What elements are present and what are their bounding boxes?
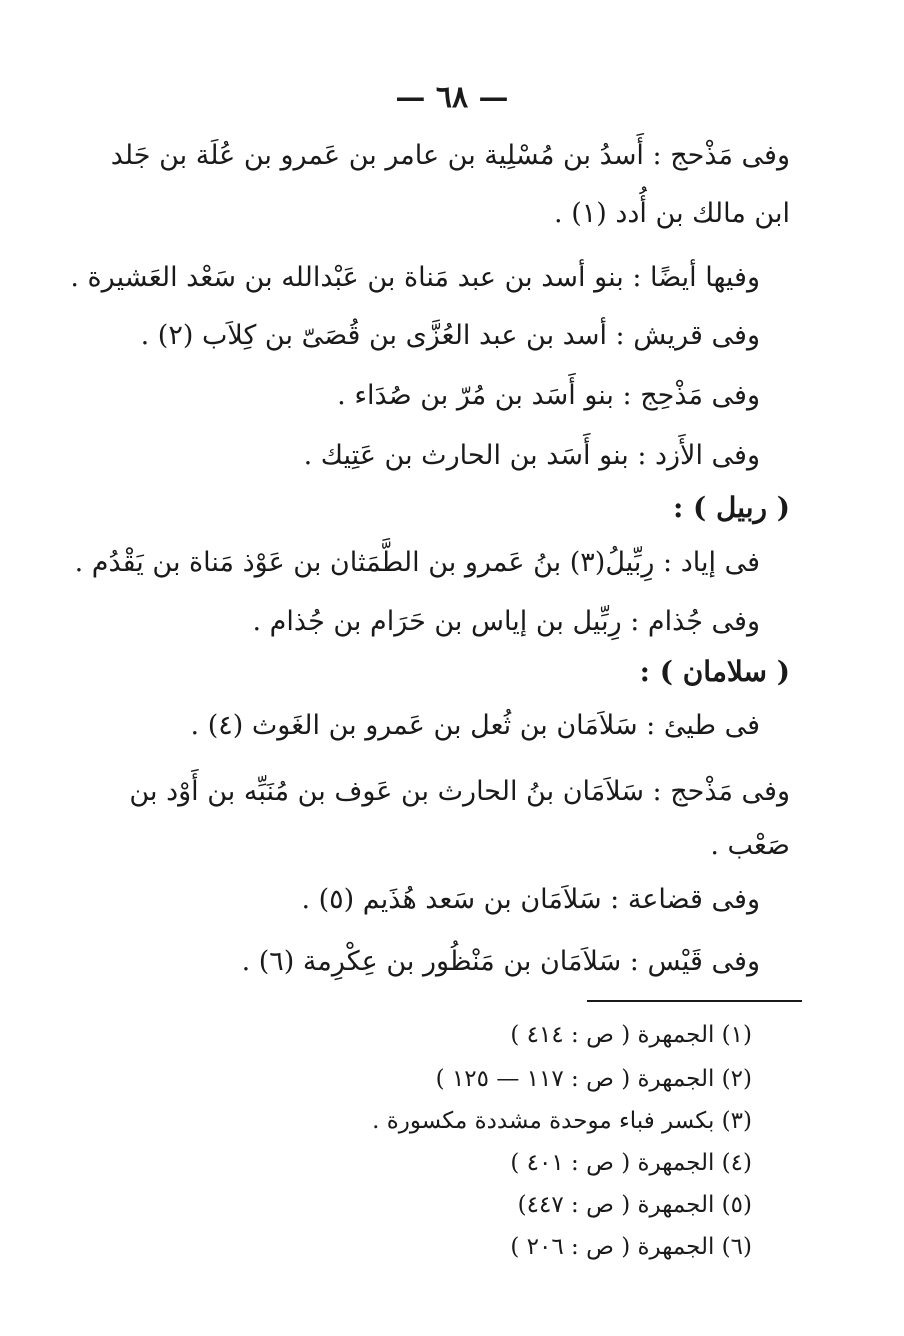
text-line: وفى مَذْحج : سَلاَمَان بنُ الحارث بن عَوف بن مُنَبِّه بن أَوْد بن <box>129 776 790 807</box>
text-line: فى طيئ : سَلاَمَان بن ثُعل بن عَمرو بن الغَوث (٤) . <box>190 710 760 741</box>
text-line: وفيها أيضًا : بنو أسد بن عبد مَناة بن عَبْدالله بن سَعْد العَشيرة . <box>70 262 760 293</box>
footnote: (٢) الجمهرة ( ص : ١١٧ — ١٢٥ ) <box>435 1066 752 1092</box>
footnote: (٤) الجمهرة ( ص : ٤٠١ ) <box>510 1150 752 1176</box>
text-line: وفى قَيْس : سَلاَمَان بن مَنْظُور بن عِكْرِمة (٦) . <box>241 946 760 977</box>
footnote: (٦) الجمهرة ( ص : ٢٠٦ ) <box>510 1234 752 1260</box>
section-heading: ( سلامان ) : <box>639 655 790 688</box>
text-line: وفى جُذام : رِبِّيل بن إياس بن حَرَام بن جُذام . <box>252 606 760 637</box>
section-heading: ( ربيل ) : <box>672 491 790 524</box>
text-line: وفى مَذْحِج : بنو أَسَد بن مُرّ بن صُدَاء . <box>337 380 760 411</box>
text-line: ابن مالك بن أُدد (١) . <box>554 198 790 229</box>
footnote: (٥) الجمهرة ( ص : ٤٤٧) <box>517 1192 752 1218</box>
footnote: (٣) بكسر فباء موحدة مشددة مكسورة . <box>372 1108 752 1134</box>
footnote: (١) الجمهرة ( ص : ٤١٤ ) <box>510 1022 752 1048</box>
footnote-divider <box>587 1000 802 1002</box>
text-line: وفى قضاعة : سَلاَمَان بن سَعد هُذَيم (٥) . <box>301 884 760 915</box>
text-line: فى إياد : رِبِّيلُ(٣) بنُ عَمرو بن الطَّمَثان بن عَوْذ مَناة بن يَقْدُم . <box>74 547 760 578</box>
text-line: وفى الأَزد : بنو أَسَد بن الحارث بن عَتِيك . <box>303 440 760 471</box>
text-line: وفى قريش : أسد بن عبد العُزَّى بن قُصَىّ بن كِلاَب (٢) . <box>140 320 760 351</box>
page-number: — ٦٨ — <box>395 80 509 115</box>
text-line: صَعْب . <box>710 830 790 861</box>
text-line: وفى مَذْحج : أَسدُ بن مُسْلِية بن عامر بن عَمرو بن عُلَة بن جَلد <box>110 140 790 171</box>
